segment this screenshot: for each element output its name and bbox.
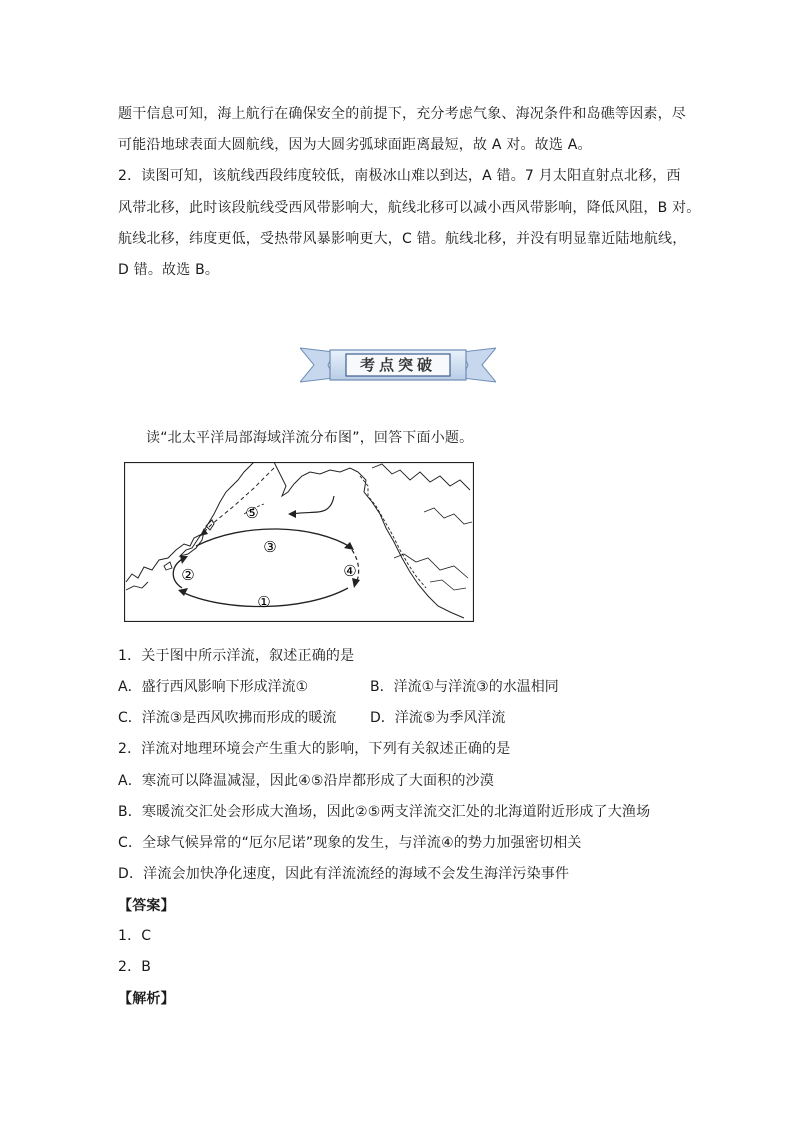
analysis-heading: 【解析】 xyxy=(118,991,175,1007)
map-label-4: ④ xyxy=(343,562,357,580)
question-2-stem: 2．洋流对地理环境会产生重大的影响，下列有关叙述正确的是 xyxy=(118,741,511,757)
answer-heading: 【答案】 xyxy=(118,898,175,914)
explanation-line: 题干信息可知，海上航行在确保安全的前提下，充分考虑气象、海况条件和岛礁等因素，尽 xyxy=(118,106,686,122)
question-intro: 读“北太平洋局部海域洋流分布图”，回答下面小题。 xyxy=(146,430,474,446)
map-label-5: ⑤ xyxy=(245,504,259,522)
explanation-line: 风带北移，此时该段航线受西风带影响大，航线北移可以减小西风带影响，降低风阻，B 对。 xyxy=(118,200,701,216)
explanation-line: D 错。故选 B。 xyxy=(118,262,220,278)
q2-option-b: B．寒暖流交汇处会形成大渔场，因此②⑤两支洋流交汇处的北海道附近形成了大渔场 xyxy=(118,804,651,820)
map-label-1: ① xyxy=(257,593,271,611)
explanation-line: 航线北移，纬度更低，受热带风暴影响更大，C 错。航线北移，并没有明显靠近陆地航线， xyxy=(118,231,687,247)
q2-option-c: C．全球气候异常的“厄尔尼诺”现象的发生，与洋流④的势力加强密切相关 xyxy=(118,835,582,851)
q1-option-d: D．洋流⑤为季风洋流 xyxy=(370,710,506,726)
answer-2: 2．B xyxy=(118,959,152,975)
q1-option-c: C．洋流③是西风吹拂而形成的暖流 xyxy=(118,710,337,726)
q2-option-a: A．寒流可以降温减湿，因此④⑤沿岸都形成了大面积的沙漠 xyxy=(118,773,495,789)
explanation-line: 2．读图可知，该航线西段纬度较低，南极冰山难以到达，A 错。7 月太阳直射点北移，西 xyxy=(118,168,681,184)
banner-title: 考点突破 xyxy=(359,356,437,374)
map-label-2: ② xyxy=(181,566,195,584)
explanation-line: 可能沿地球表面大圆航线，因为大圆劣弧球面距离最短，故 A 对。故选 A。 xyxy=(118,137,592,153)
question-1-stem: 1．关于图中所示洋流，叙述正确的是 xyxy=(118,648,355,664)
ocean-current-map xyxy=(124,462,474,622)
section-banner xyxy=(300,346,496,384)
q1-option-b: B．洋流①与洋流③的水温相同 xyxy=(370,679,559,695)
answer-1: 1．C xyxy=(118,928,152,944)
map-label-3: ③ xyxy=(263,538,277,556)
q2-option-d: D．洋流会加快净化速度，因此有洋流流经的海域不会发生海洋污染事件 xyxy=(118,866,570,882)
q1-option-a: A．盛行西风影响下形成洋流① xyxy=(118,679,309,695)
